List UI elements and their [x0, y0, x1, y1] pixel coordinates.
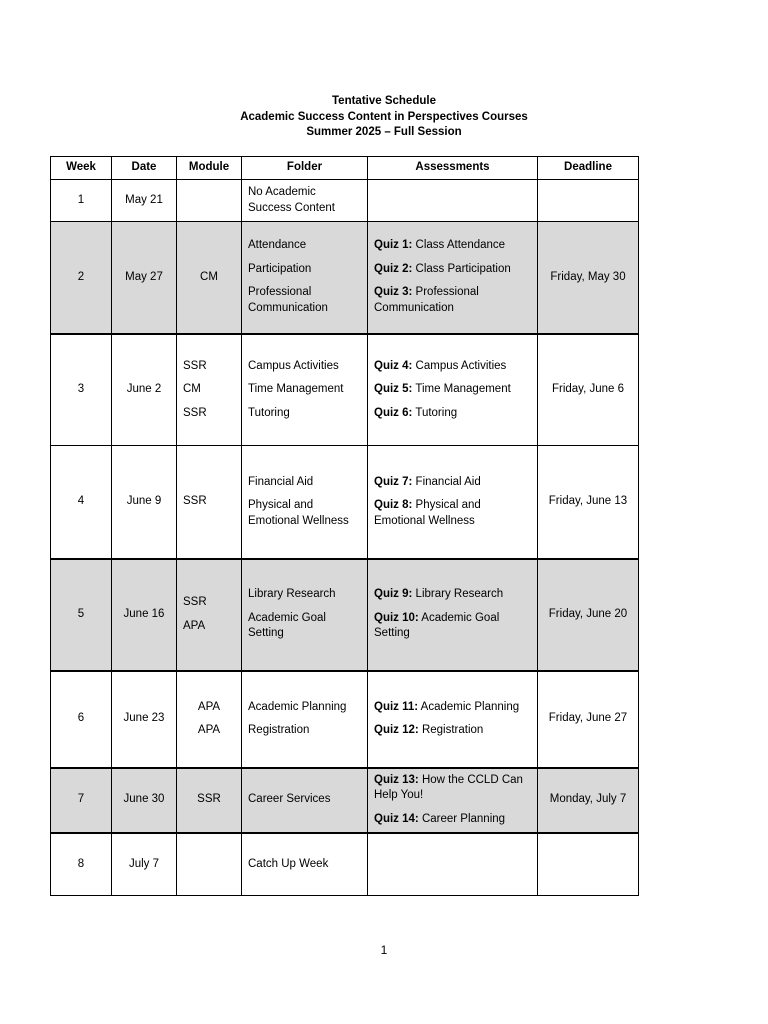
- module-cell: [177, 446, 242, 559]
- quiz-label: Quiz 4:: [374, 359, 413, 372]
- module-code: SSR: [183, 596, 207, 608]
- assessments-cell: [368, 833, 538, 896]
- deadline-cell: Monday, July 7: [538, 768, 639, 833]
- folder-name: Attendance: [248, 239, 307, 252]
- date-cell: June 23: [112, 671, 177, 768]
- header-module: Module: [177, 157, 242, 180]
- folder-name: Library Research: [248, 588, 336, 601]
- folder-cell: [242, 671, 368, 768]
- quiz-item: [374, 475, 531, 491]
- folder-name: Academic Goal Setting: [248, 611, 326, 640]
- folder-cell: [242, 446, 368, 559]
- quiz-item: [374, 359, 531, 375]
- table-row: [51, 334, 639, 446]
- header-row: [51, 157, 639, 180]
- assessments-cell: [368, 222, 538, 334]
- deadline-cell: [538, 180, 639, 222]
- table-row: [51, 671, 639, 768]
- deadline-cell: Friday, June 27: [538, 671, 639, 768]
- date-cell: May 27: [112, 222, 177, 334]
- quiz-label: Quiz 11:: [374, 700, 419, 713]
- module-cell: [177, 768, 242, 833]
- quiz-title: Financial Aid: [415, 475, 481, 488]
- folder-name: Academic Planning: [248, 700, 347, 713]
- folder-cell: [242, 222, 368, 334]
- module-cell: [177, 833, 242, 896]
- header-week: Week: [51, 157, 112, 180]
- schedule-body: [51, 180, 639, 896]
- module-cell: [177, 671, 242, 768]
- quiz-item: [374, 611, 531, 642]
- folder-name: No Academic Success Content: [248, 186, 335, 214]
- quiz-label: Quiz 9:: [374, 588, 413, 601]
- assessments-cell: [368, 768, 538, 833]
- assessments-cell: [368, 334, 538, 446]
- module-code: SSR: [183, 495, 207, 507]
- header-date: Date: [112, 157, 177, 180]
- schedule-table: [50, 156, 639, 896]
- quiz-label: Quiz 2:: [374, 262, 413, 275]
- quiz-item: [374, 285, 531, 316]
- module-cell: [177, 180, 242, 222]
- folder-cell: [242, 559, 368, 671]
- quiz-title: Campus Activities: [415, 359, 507, 372]
- folder-name: Time Management: [248, 383, 344, 395]
- module-code: APA: [197, 700, 221, 713]
- title-line-2: Academic Success Content in Perspectives Courses: [240, 110, 528, 123]
- quiz-title: Time Management: [415, 383, 511, 395]
- folder-name: Career Services: [248, 793, 331, 806]
- quiz-item: [374, 406, 531, 422]
- quiz-label: Quiz 5:: [374, 383, 413, 395]
- folder-cell: [242, 833, 368, 896]
- module-code: CM: [200, 270, 218, 283]
- quiz-label: Quiz 1:: [374, 239, 413, 252]
- week-cell: 6: [51, 671, 112, 768]
- assessments-cell: [368, 671, 538, 768]
- date-cell: June 30: [112, 768, 177, 833]
- folder-name: Physical and Emotional Wellness: [248, 499, 349, 527]
- date-cell: June 2: [112, 334, 177, 446]
- folder-name: Participation: [248, 262, 312, 275]
- week-cell: 3: [51, 334, 112, 446]
- week-cell: 7: [51, 768, 112, 833]
- folder-name: Tutoring: [248, 406, 290, 419]
- table-row: [51, 559, 639, 671]
- quiz-title: Tutoring: [415, 406, 458, 419]
- quiz-title: Registration: [421, 724, 484, 736]
- quiz-item: [374, 812, 531, 828]
- table-row: [51, 446, 639, 559]
- quiz-label: Quiz 12:: [374, 724, 419, 736]
- module-code: CM: [183, 383, 201, 395]
- quiz-title: Professional Communication: [374, 286, 479, 314]
- title-line-1: Tentative Schedule: [332, 95, 436, 107]
- week-cell: 8: [51, 833, 112, 896]
- table-row: [51, 180, 639, 222]
- deadline-cell: Friday, June 6: [538, 334, 639, 446]
- assessments-cell: [368, 446, 538, 559]
- module-cell: [177, 222, 242, 334]
- quiz-label: Quiz 6:: [374, 406, 413, 419]
- date-cell: June 16: [112, 559, 177, 671]
- quiz-label: Quiz 10:: [374, 611, 419, 624]
- date-cell: May 21: [112, 180, 177, 222]
- folder-name: Professional Communication: [248, 286, 328, 314]
- folder-cell: [242, 768, 368, 833]
- module-cell: [177, 334, 242, 446]
- quiz-label: Quiz 8:: [374, 499, 413, 511]
- week-cell: 1: [51, 180, 112, 222]
- folder-name: Financial Aid: [248, 475, 314, 488]
- header-deadline: Deadline: [538, 157, 639, 180]
- module-code: APA: [183, 619, 206, 632]
- quiz-title: Library Research: [415, 588, 504, 601]
- quiz-title: Academic Goal Setting: [374, 611, 500, 640]
- date-cell: July 7: [112, 833, 177, 896]
- quiz-title: How the CCLD Can Help You!: [374, 773, 523, 802]
- quiz-title: Academic Planning: [420, 700, 520, 713]
- module-code: SSR: [197, 793, 221, 806]
- week-cell: 4: [51, 446, 112, 559]
- folder-name: Registration: [248, 724, 310, 736]
- quiz-item: [374, 382, 531, 398]
- module-code: SSR: [183, 406, 207, 419]
- week-cell: 5: [51, 559, 112, 671]
- table-row: [51, 222, 639, 334]
- table-row: [51, 833, 639, 896]
- folder-cell: [242, 180, 368, 222]
- quiz-item: [374, 262, 531, 278]
- deadline-cell: Friday, June 13: [538, 446, 639, 559]
- quiz-title: Class Participation: [415, 262, 511, 275]
- deadline-cell: Friday, June 20: [538, 559, 639, 671]
- assessments-cell: [368, 180, 538, 222]
- deadline-cell: [538, 833, 639, 896]
- table-row: [51, 768, 639, 833]
- week-cell: 2: [51, 222, 112, 334]
- quiz-label: Quiz 14:: [374, 812, 419, 825]
- quiz-title: Physical and Emotional Wellness: [374, 499, 481, 527]
- folder-name: Catch Up Week: [248, 857, 329, 870]
- deadline-cell: Friday, May 30: [538, 222, 639, 334]
- title-line-3: Summer 2025 – Full Session: [306, 126, 462, 138]
- quiz-item: [374, 773, 531, 804]
- date-cell: June 9: [112, 446, 177, 559]
- header-folder: Folder: [242, 157, 368, 180]
- quiz-title: Class Attendance: [415, 239, 506, 252]
- quiz-item: [374, 587, 531, 603]
- quiz-item: [374, 498, 531, 529]
- assessments-cell: [368, 559, 538, 671]
- quiz-label: Quiz 3:: [374, 286, 413, 299]
- quiz-item: [374, 700, 531, 716]
- quiz-item: [374, 238, 531, 254]
- folder-name: Campus Activities: [248, 359, 339, 372]
- quiz-title: Career Planning: [421, 812, 506, 825]
- folder-cell: [242, 334, 368, 446]
- header-assessments: Assessments: [368, 157, 538, 180]
- module-code: APA: [197, 724, 221, 736]
- module-code: SSR: [183, 359, 207, 372]
- quiz-label: Quiz 7:: [374, 475, 413, 488]
- page-number: 1: [380, 943, 388, 957]
- quiz-item: [374, 723, 531, 739]
- module-cell: [177, 559, 242, 671]
- document-title: [0, 94, 768, 141]
- quiz-label: Quiz 13:: [374, 773, 419, 786]
